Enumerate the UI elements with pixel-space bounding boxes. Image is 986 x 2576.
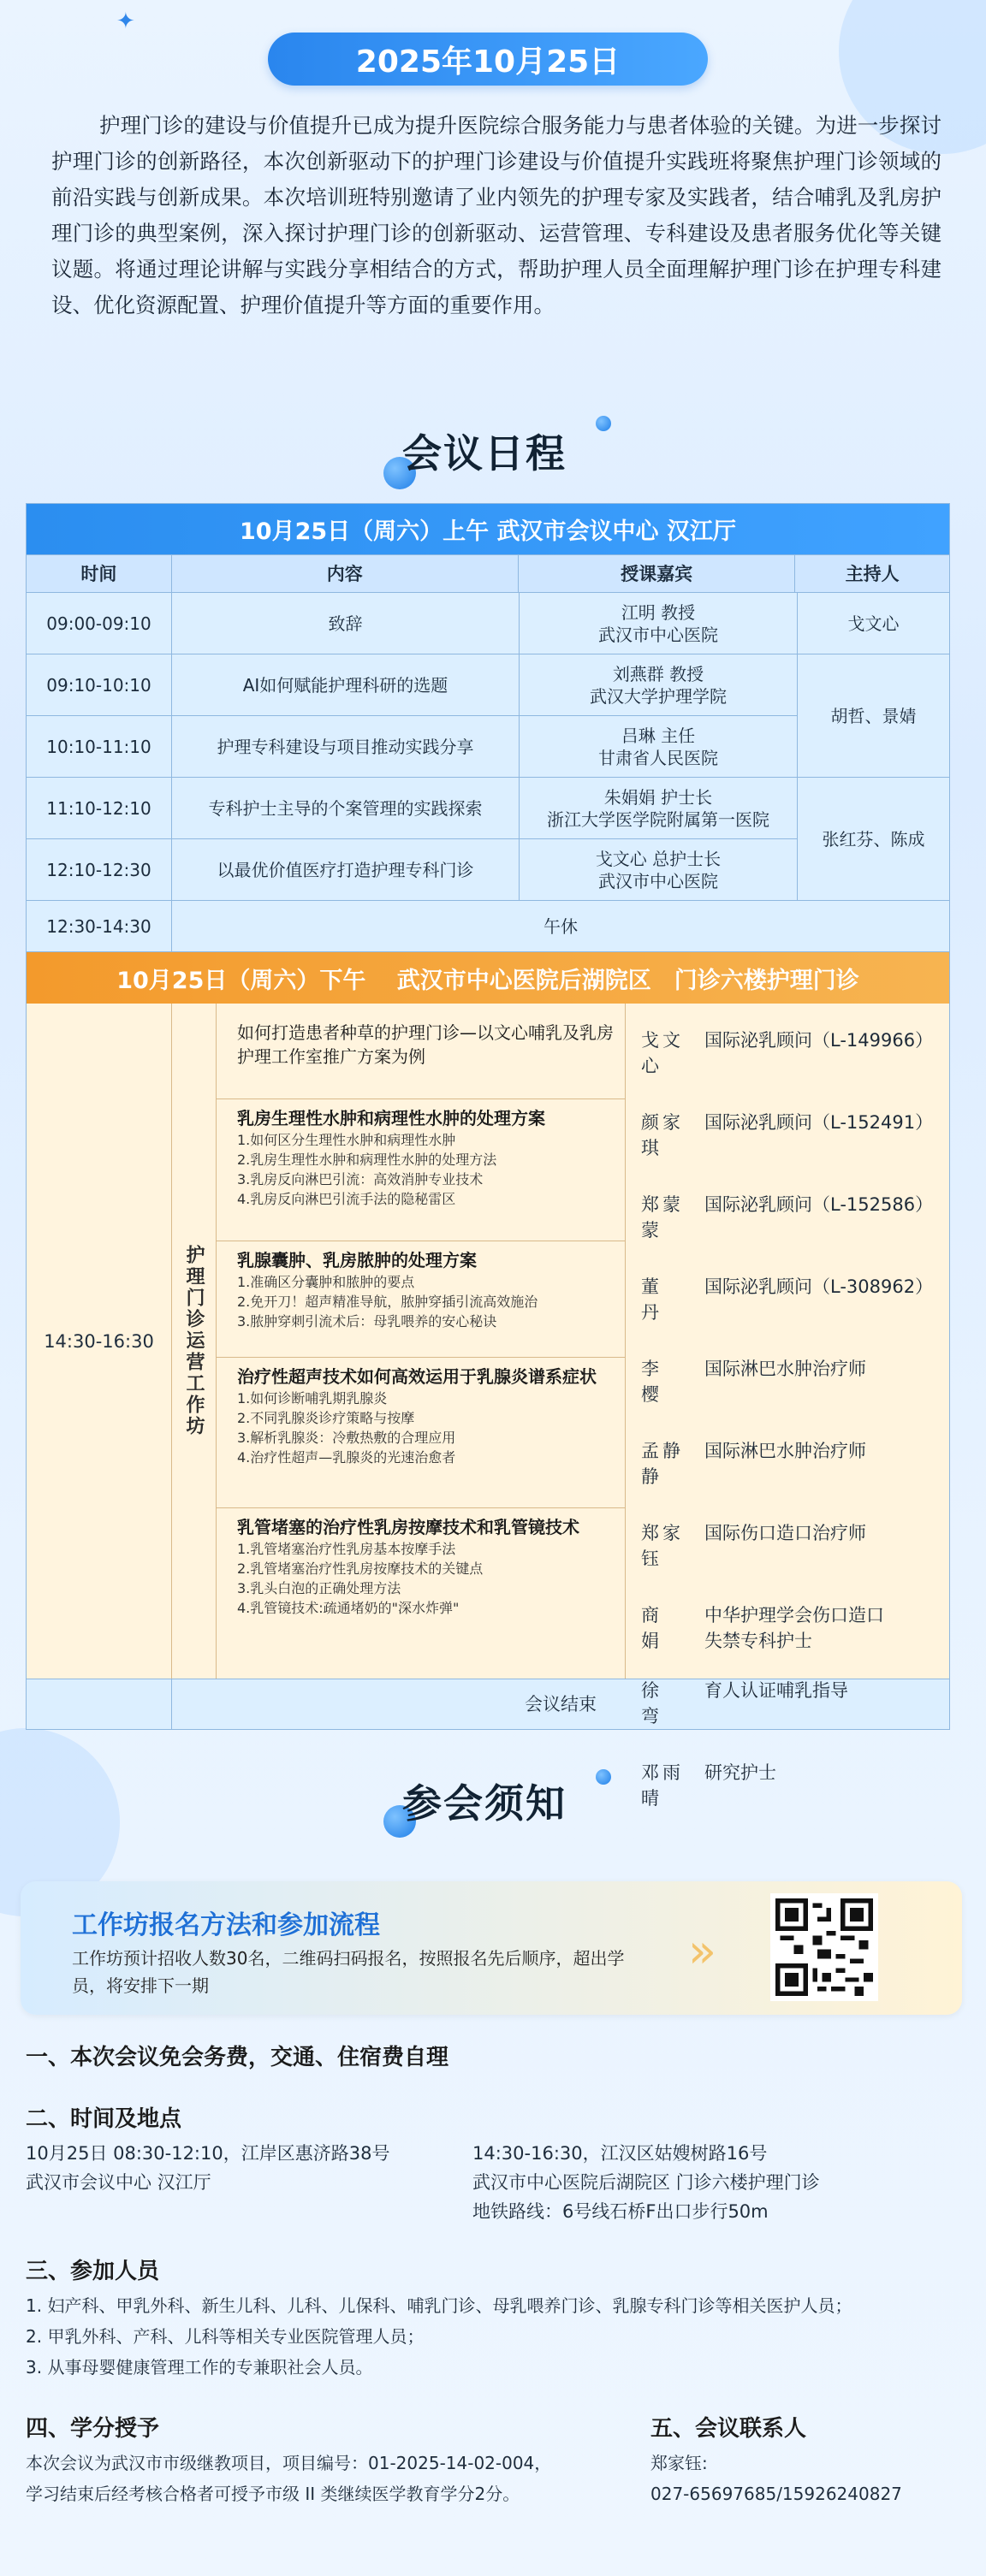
- agenda-title: 会议日程: [402, 430, 567, 477]
- speaker-title: 研究护士: [704, 1762, 776, 1783]
- location-morning-line1: 10月25日 08:30-12:10，江岸区惠济路38号: [26, 2143, 390, 2164]
- topic-title: 乳管堵塞的治疗性乳房按摩技术和乳管镜技术: [237, 1517, 579, 1537]
- speaker-org: 浙江大学医学院附属第一医院: [547, 808, 769, 830]
- speaker-name: 郑蒙蒙: [641, 1194, 684, 1241]
- speaker-name: 戈文心: [641, 1030, 684, 1076]
- speaker-cell: [520, 839, 797, 900]
- topic-item: 2.不同乳腺炎诊疗策略与按摩: [237, 1410, 415, 1426]
- topic-title: 如何打造患者种草的护理门诊—以文心哺乳及乳房护理工作室推广方案为例: [237, 1022, 614, 1067]
- morning-header: 10月25日（周六）上午 武汉市会议中心 汉江厅: [27, 504, 949, 555]
- blank-cell: [27, 1679, 172, 1729]
- host-cell: 张红芬、陈成: [798, 778, 949, 901]
- column-header: 主持人: [845, 563, 900, 584]
- speakers-column: [626, 1004, 949, 1809]
- speaker-name: 颜家琪: [641, 1112, 684, 1158]
- morning-rows: [27, 593, 797, 901]
- host-cell: 胡哲、景婧: [798, 654, 949, 778]
- topic-block: [217, 1241, 625, 1358]
- location-morning-line2: 武汉市会议中心 汉江厅: [26, 2172, 211, 2193]
- topic-block: [217, 1508, 625, 1654]
- table-row: [27, 593, 797, 654]
- content-cell: 以最优价值医疗打造护理专科门诊: [172, 839, 520, 900]
- contact-phone: 027-65697685/15926240827: [650, 2484, 902, 2504]
- speaker-line: [641, 1438, 941, 1489]
- lunch-cell: 午休: [543, 915, 578, 937]
- chevron-right-icon: »: [688, 1924, 717, 1978]
- speaker-title: 中华护理学会伤口造口失禁专科护士: [704, 1605, 884, 1651]
- speaker-cell: [520, 593, 797, 654]
- time-cell: 12:10-12:30: [27, 839, 172, 900]
- workshop-label: 护理门诊运营工作坊: [183, 1245, 205, 1437]
- speaker-line: [641, 1602, 941, 1654]
- workshop-label-cell: [172, 1004, 217, 1679]
- time-cell: 10:10-11:10: [27, 716, 172, 777]
- topic-item: 4.乳管镜技术:疏通堵奶的"深水炸弹": [237, 1600, 460, 1616]
- credit-line: 本次会议为武汉市市级继教项目，项目编号：01-2025-14-02-004，: [26, 2453, 552, 2473]
- topic-item: 4.乳房反向淋巴引流手法的隐秘雷区: [237, 1191, 456, 1207]
- host-column: [797, 593, 949, 901]
- column-header: 内容: [172, 555, 519, 592]
- topic-title: 乳房生理性水肿和病理性水肿的处理方案: [237, 1108, 545, 1128]
- topic-item: 1.准确区分囊肿和脓肿的要点: [237, 1274, 415, 1290]
- lunch-row: [27, 901, 949, 952]
- speaker-line: [641, 1520, 941, 1572]
- speaker-name: 朱娟娟 护士长: [603, 786, 713, 808]
- content-cell: AI如何赋能护理科研的选题: [172, 654, 520, 715]
- section-3-title: 三、参加人员: [26, 2259, 160, 2284]
- speaker-title: 国际伤口造口治疗师: [704, 1523, 866, 1543]
- topic-item: 4.治疗性超声—乳腺炎的光速治愈者: [237, 1449, 456, 1466]
- speaker-line: [641, 1027, 941, 1079]
- topic-item: 2.免开刀！超声精准导航，脓肿穿插引流高效施治: [237, 1294, 538, 1310]
- speaker-line: [641, 1760, 941, 1811]
- qr-code-graphic: [775, 1898, 873, 1996]
- speaker-org: 甘肃省人民医院: [598, 747, 718, 768]
- topic-item: 1.如何诊断哺乳期乳腺炎: [237, 1390, 388, 1406]
- speaker-title: 国际泌乳顾问（L-152491）: [704, 1112, 934, 1133]
- speaker-name: 徐 弯: [641, 1680, 684, 1726]
- credit-line: 学习结束后经考核合格者可授予市级 II 类继续医学教育学分2分。: [26, 2484, 520, 2504]
- speaker-name: 邓雨晴: [641, 1762, 684, 1809]
- intro-paragraph: 护理门诊的建设与价值提升已成为提升医院综合服务能力与患者体验的关键。为进一步探讨护理门诊的创新路径，本次创新驱动下的护理门诊建设与价值提升实践班将聚焦护理门诊领域的前沿实践与创新成果。本次培训班特别邀请了业内领先的护理专家及实践者，结合哺乳及乳房护理门诊的典型案例，深入探讨护理门诊的创新驱动、运营管理、专科建设及患者服务优化等关键议题。将通过理论讲解与实践分享相结合的方式，帮助护理人员全面理解护理门诊在护理专科建设、优化资源配置、护理价值提升等方面的重要作用。: [51, 113, 941, 317]
- speaker-org: 武汉市中心医院: [598, 870, 718, 891]
- speaker-name: 戈文心 总护士长: [595, 848, 722, 869]
- column-header: 授课嘉宾: [519, 555, 795, 592]
- time-cell: 09:10-10:10: [27, 654, 172, 715]
- notice-title: 参会须知: [402, 1780, 567, 1827]
- topic-item: 3.乳房反向淋巴引流：高效消肿专业技术: [237, 1171, 484, 1187]
- attendee-item: 3. 从事母婴健康管理工作的专兼职社会人员。: [26, 2357, 373, 2378]
- table-row: [27, 778, 797, 839]
- speaker-name: 孟静静: [641, 1441, 684, 1487]
- content-cell: 致辞: [172, 593, 520, 654]
- end-label: 会议结束: [525, 1694, 597, 1714]
- registration-card: [21, 1881, 962, 2015]
- content-cell: 护理专科建设与项目推动实践分享: [172, 716, 520, 777]
- speaker-line: [641, 1192, 941, 1243]
- speaker-title: 国际淋巴水肿治疗师: [704, 1359, 866, 1379]
- speaker-line: [641, 1356, 941, 1407]
- topic-item: 2.乳房生理性水肿和病理性水肿的处理方法: [237, 1152, 497, 1168]
- content-cell: 专科护士主导的个案管理的实践探索: [172, 778, 520, 838]
- speaker-cell: [520, 716, 797, 777]
- location-afternoon-line1: 14:30-16:30，江汉区姑嫂树路16号: [472, 2143, 768, 2164]
- sparkle-icon: ✦: [116, 9, 135, 34]
- speaker-name: 商 娟: [641, 1605, 684, 1651]
- topic-title: 治疗性超声技术如何高效运用于乳腺炎谱系症状: [237, 1366, 597, 1387]
- speaker-org: 武汉市中心医院: [598, 624, 718, 645]
- small-ball-icon: [596, 1769, 611, 1785]
- speaker-name: 江明 教授: [621, 601, 696, 623]
- attendee-item: 2. 甲乳外科、产科、儿科等相关专业医院管理人员；: [26, 2326, 425, 2347]
- speaker-title: 国际淋巴水肿治疗师: [704, 1441, 866, 1461]
- time-cell: 12:30-14:30: [27, 901, 172, 951]
- speaker-line: [641, 1274, 941, 1325]
- card-title: 工作坊报名方法和参加流程: [72, 1910, 380, 1940]
- topic-title: 乳腺囊肿、乳房脓肿的处理方案: [237, 1250, 477, 1270]
- column-header: 时间: [27, 555, 172, 592]
- topic-item: 2.乳管堵塞治疗性乳房按摩技术的关键点: [237, 1560, 484, 1577]
- attendee-item: 1. 妇产科、甲乳外科、新生儿科、儿科、儿保科、哺乳门诊、母乳喂养门诊、乳腺专科门诊等相关医护人员；: [26, 2295, 852, 2316]
- card-description: 工作坊预计招收人数30名，二维码扫码报名，按照报名先后顺序，超出学员，将安排下一期: [72, 1948, 625, 1996]
- time-cell: 11:10-12:10: [27, 778, 172, 838]
- speaker-title: 育人认证哺乳指导: [704, 1680, 848, 1701]
- topic-item: 1.如何区分生理性水肿和病理性水肿: [237, 1132, 456, 1148]
- table-row: [27, 839, 797, 901]
- table-row: [27, 654, 797, 716]
- section-1-title: 一、本次会议免会务费，交通、住宿费自理: [26, 2045, 449, 2070]
- topic-block: [217, 1004, 625, 1099]
- host-cell: 戈文心: [798, 593, 949, 654]
- topic-block: [217, 1099, 625, 1241]
- table-row: [27, 716, 797, 778]
- morning-body: [27, 593, 949, 901]
- time-cell: 09:00-09:10: [27, 593, 172, 654]
- small-ball-icon: [596, 416, 611, 431]
- speaker-title: 国际泌乳顾问（L-149966）: [704, 1030, 934, 1051]
- end-row: [27, 1679, 949, 1729]
- afternoon-header: 10月25日（周六）下午 武汉市中心医院后湖院区 门诊六楼护理门诊: [27, 952, 949, 1004]
- speaker-title: 国际泌乳顾问（L-308962）: [704, 1276, 934, 1297]
- speaker-name: 李 樱: [641, 1359, 684, 1405]
- section-4-title: 四、学分授予: [26, 2416, 160, 2442]
- speaker-cell: [520, 654, 797, 715]
- speaker-cell: [520, 778, 797, 838]
- qr-code-icon[interactable]: [770, 1893, 878, 2001]
- location-afternoon-line2: 武汉市中心医院后湖院区 门诊六楼护理门诊: [472, 2172, 820, 2193]
- topic-item: 3.解析乳腺炎：冷敷热敷的合理应用: [237, 1430, 456, 1446]
- contact-name: 郑家钰:: [650, 2453, 708, 2473]
- time-cell: 14:30-16:30: [27, 1004, 172, 1679]
- location-afternoon-line3: 地铁路线：6号线石桥F出口步行50m: [472, 2201, 769, 2222]
- speaker-name: 吕琳 主任: [621, 725, 696, 746]
- topics-column: [217, 1004, 626, 1679]
- speaker-line: [641, 1110, 941, 1161]
- topic-item: 1.乳管堵塞治疗性乳房基本按摩手法: [237, 1541, 456, 1557]
- topic-item: 3.脓肿穿刺引流术后：母乳喂养的安心秘诀: [237, 1313, 497, 1329]
- speaker-name: 董 丹: [641, 1276, 684, 1323]
- speaker-title: 国际泌乳顾问（L-152586）: [704, 1194, 934, 1215]
- topic-item: 3.乳头白泡的正确处理方法: [237, 1580, 401, 1596]
- speaker-org: 武汉大学护理学院: [590, 685, 727, 707]
- date-banner: 2025年10月25日: [268, 33, 708, 86]
- speaker-name: 刘燕群 教授: [612, 663, 704, 684]
- topic-block: [217, 1358, 625, 1508]
- section-5-title: 五、会议联系人: [650, 2416, 807, 2442]
- speaker-name: 郑家钰: [641, 1523, 684, 1569]
- column-header-row: [27, 555, 949, 593]
- section-2-title: 二、时间及地点: [26, 2106, 182, 2132]
